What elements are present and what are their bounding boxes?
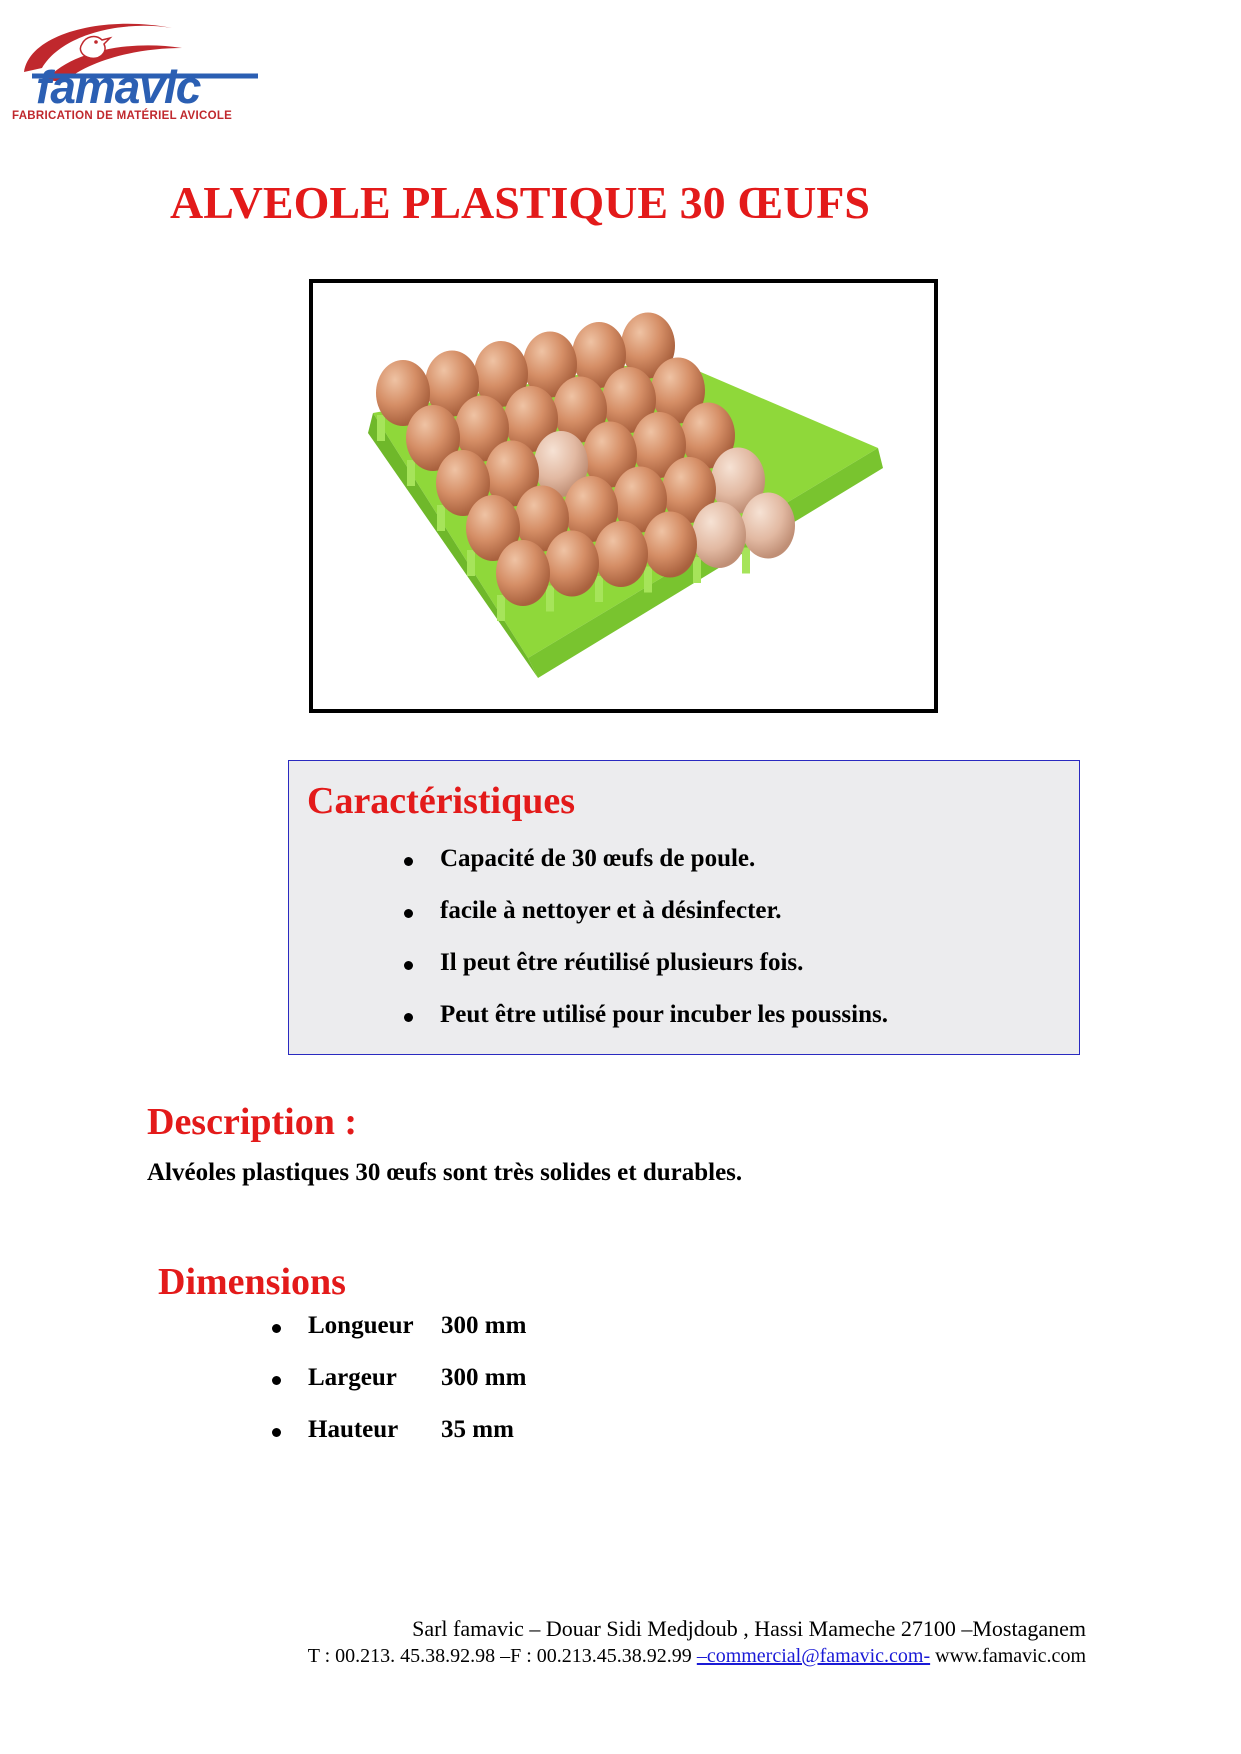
dimension-item bbox=[268, 1416, 526, 1468]
tray-post bbox=[546, 586, 554, 612]
tray-post bbox=[595, 576, 603, 602]
dimension-value: 35 mm bbox=[441, 1416, 514, 1443]
dimension-label: Largeur bbox=[308, 1364, 397, 1391]
bullet-icon bbox=[404, 909, 413, 918]
description-heading: Description : bbox=[147, 1101, 358, 1143]
dimension-item bbox=[268, 1312, 526, 1364]
tray-post bbox=[377, 415, 385, 441]
egg bbox=[741, 493, 795, 559]
list-item-text: Peut être utilisé pour incuber les poussins. bbox=[440, 1001, 888, 1028]
dimension-value: 300 mm bbox=[441, 1364, 527, 1391]
footer-address: Sarl famavic – Douar Sidi Medjdoub , Hassi Mameche 27100 –Mostaganem bbox=[412, 1616, 1086, 1641]
egg bbox=[496, 540, 550, 606]
logo-tagline: FABRICATION DE MATÉRIEL AVICOLE bbox=[12, 110, 233, 122]
egg bbox=[643, 512, 697, 578]
bullet-icon bbox=[404, 857, 413, 866]
tray-post bbox=[437, 505, 445, 531]
list-item-text: Il peut être réutilisé plusieurs fois. bbox=[440, 949, 804, 976]
list-item bbox=[400, 949, 888, 1001]
dimension-label: Longueur bbox=[308, 1312, 414, 1339]
bullet-icon bbox=[272, 1428, 281, 1437]
egg bbox=[594, 521, 648, 587]
footer-email-link[interactable]: –commercial@famavic.com- bbox=[696, 1645, 931, 1667]
egg bbox=[545, 531, 599, 597]
tray-post bbox=[407, 460, 415, 486]
product-photo-frame bbox=[309, 279, 938, 713]
characteristics-heading: Caractéristiques bbox=[307, 780, 576, 822]
characteristics-list bbox=[400, 845, 888, 1053]
footer-website: www.famavic.com bbox=[930, 1645, 1086, 1667]
page-title: ALVEOLE PLASTIQUE 30 ŒUFS bbox=[170, 177, 870, 228]
dimension-label: Hauteur bbox=[308, 1416, 399, 1443]
tray-post bbox=[467, 550, 475, 576]
tray-post bbox=[742, 548, 750, 574]
footer-phone-fax: T : 00.213. 45.38.92.98 –F : 00.213.45.38.92.99 bbox=[307, 1645, 697, 1667]
bullet-icon bbox=[272, 1376, 281, 1385]
egg bbox=[692, 502, 746, 568]
dimensions-heading: Dimensions bbox=[158, 1261, 346, 1303]
svg-text:famavic: famavic bbox=[36, 61, 201, 113]
bullet-icon bbox=[404, 1013, 413, 1022]
tray-post bbox=[693, 557, 701, 583]
tray-post bbox=[497, 595, 505, 621]
list-item-text: Capacité de 30 œufs de poule. bbox=[440, 845, 756, 872]
description-text: Alvéoles plastiques 30 œufs sont très solides et durables. bbox=[147, 1159, 743, 1186]
bullet-icon bbox=[404, 961, 413, 970]
bullet-icon bbox=[272, 1324, 281, 1333]
footer-contact bbox=[308, 1645, 1086, 1668]
dimension-value: 300 mm bbox=[441, 1312, 527, 1339]
list-item bbox=[400, 845, 888, 897]
list-item bbox=[400, 897, 888, 949]
dimension-item bbox=[268, 1364, 526, 1416]
tray-post bbox=[644, 567, 652, 593]
dimensions-list bbox=[268, 1312, 526, 1468]
list-item-text: facile à nettoyer et à désinfecter. bbox=[440, 897, 782, 924]
list-item bbox=[400, 1001, 888, 1053]
product-photo bbox=[313, 283, 934, 709]
